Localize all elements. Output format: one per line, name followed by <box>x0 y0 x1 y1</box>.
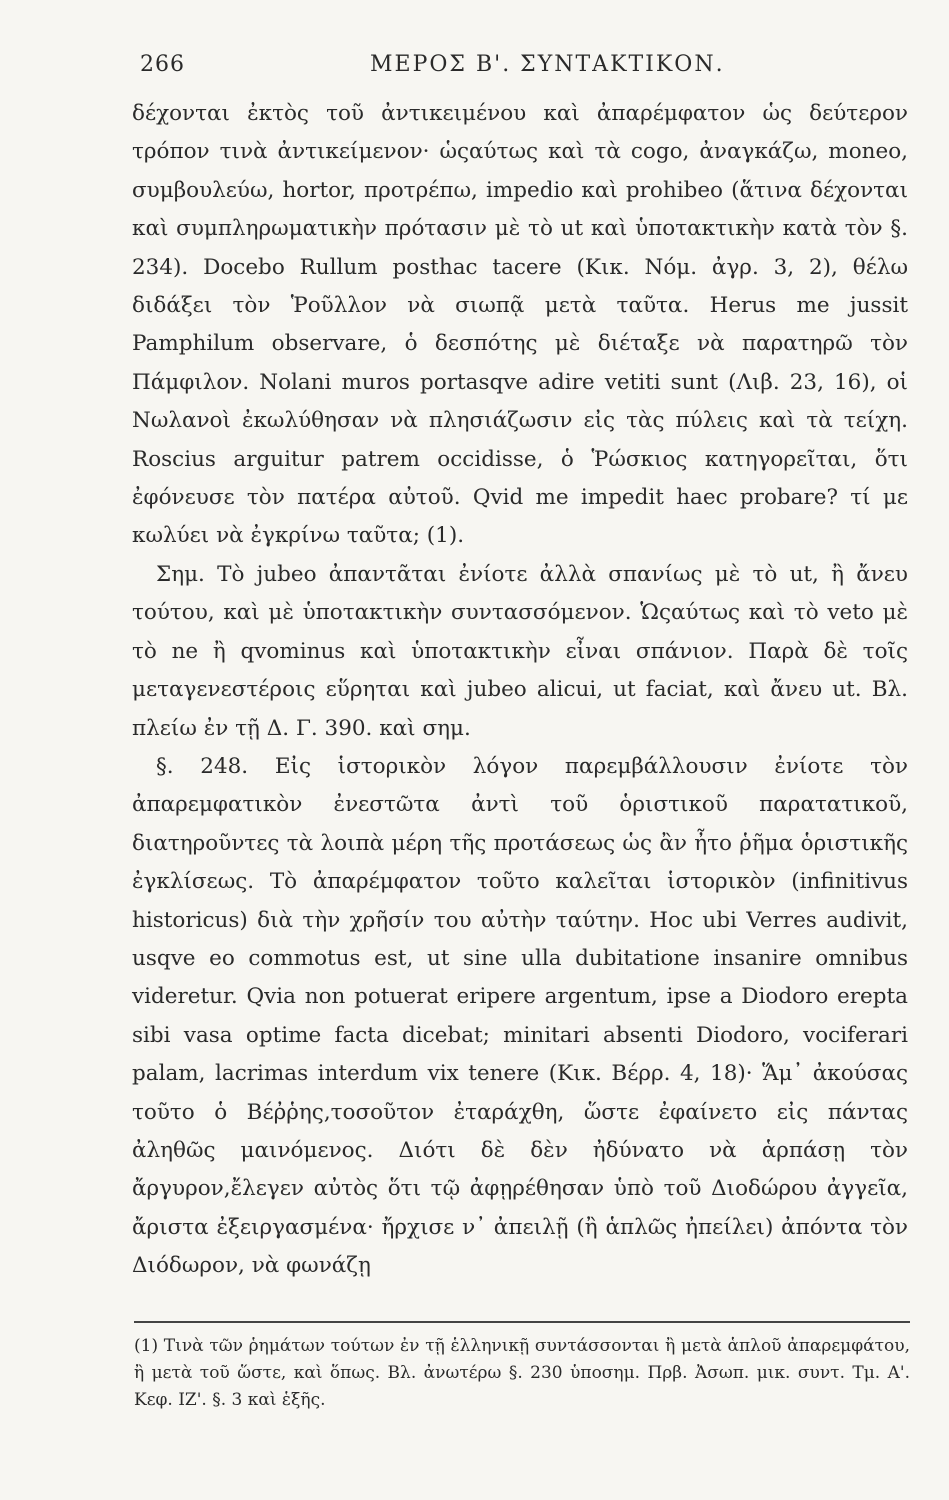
paragraph-section-248: §. 248. Εἰς ἱστορικὸν λόγον παρεμβάλλουσιν ἐνίοτε τὸν ἀπαρεμφατικὸν ἐνεστῶτα ἀντὶ τοῦ ὁριστικοῦ παρατατικοῦ, διατηροῦντες τὰ λοιπὰ μέρη τῆς προτάσεως ὡς ἂν ἦτο ῥῆμα ὁριστικῆς ἐγκλίσεως. Τὸ ἀπαρέμφατον τοῦτο καλεῖται ἱστορικὸν (infinitivus historicus) διὰ τὴν χρῆσίν του αὐτὴν ταύτην. Hoc ubi Verres audivit, usqve eo commotus est, ut sine ulla dubitatione insanire omnibus videretur. Qvia non potuerat eripere argentum, ipse a Diodoro erepta sibi vasa optime facta dicebat; minitari absenti Diodoro, vociferari palam, lacrimas interdum vix tenere (Κικ. Βέρρ. 4, 18)· Ἅμ᾽ ἀκούσας τοῦτο ὁ Βέῤῥης,τοσοῦτον ἐταράχθη, ὥστε ἐφαίνετο εἰς πάντας ἀληθῶς μαινόμενος. Διότι δὲ δὲν ἠδύνατο νὰ ἁρπάσῃ τὸν ἄργυρον,ἔλεγεν αὐτὸς ὅτι τῷ ἀφῃρέθησαν ὑπὸ τοῦ Διοδώρου ἀγγεῖα, ἄριστα ἐξειργασμένα· ἤρχισε ν᾽ ἀπειλῇ (ἢ ἁπλῶς ἠπείλει) ἀπόντα τὸν Διόδωρον, νὰ φωνάζῃ <box>132 753 908 1279</box>
paragraph-continuation: δέχονται ἐκτὸς τοῦ ἀντικειμένου καὶ ἀπαρέμφατον ὡς δεύτερον τρόπον τινὰ ἀντικείμενον· ὡςαύτως καὶ τὰ cogo, ἀναγκάζω, moneo, συμβουλεύω, hortor, προτρέπω, impedio καὶ prohibeo (ἅτινα δέχονται καὶ συμπληρωματικὴν πρότασιν μὲ τὸ ut καὶ ὑποτακτικὴν κατὰ τὸν §. 234). Docebo Rullum posthac tacere (Κικ. Νόμ. ἀγρ. 3, 2), θέλω διδάξει τὸν Ῥοῦλλον νὰ σιωπᾷ μετὰ ταῦτα. Herus me jussit Pamphilum observare, ὁ δεσπότης μὲ διέταξε νὰ παρατηρῶ τὸν Πάμφιλον. Nolani muros portasqve adire vetiti sunt (Λιβ. 23, 16), οἱ Νωλανοὶ ἐκωλύθησαν νὰ πλησιάζωσιν εἰς τὰς πύλεις καὶ τὰ τείχη. Roscius arguitur patrem occidisse, ὁ Ῥώσκιος κατηγορεῖται, ὅτι ἐφόνευσε τὸν πατέρα αὐτοῦ. Qvid me impedit haec probare? τί με κωλύει νὰ ἐγκρίνω ταῦτα; (1). <box>132 101 908 549</box>
body-text <box>132 95 908 1286</box>
page-header <box>140 52 900 92</box>
footnote-rule <box>134 1321 910 1323</box>
page-number: 266 <box>140 52 185 77</box>
paragraph-note: Σημ. Τὸ jubeo ἀπαντᾶται ἐνίοτε ἀλλὰ σπανίως μὲ τὸ ut, ἢ ἄνευ τούτου, καὶ μὲ ὑποτακτικὴν συντασσόμενον. Ὡςαύτως καὶ τὸ veto μὲ τὸ ne ἢ qvominus καὶ ὑποτακτικὴν εἶναι σπάνιον. Παρὰ δὲ τοῖς μεταγενεστέροις εὕρηται καὶ jubeo alicui, ut faciat, καὶ ἄνευ ut. Βλ. πλείω ἐν τῇ Δ. Γ. 390. καὶ σημ. <box>132 561 908 741</box>
footnote: (1) Τινὰ τῶν ῥημάτων τούτων ἐν τῇ ἑλληνικῇ συντάσσονται ἢ μετὰ ἁπλοῦ ἀπαρεμφάτου, ἢ μετὰ τοῦ ὥστε, καὶ ὅπως. Βλ. ἀνωτέρω §. 230 ὑποσημ. Πρβ. Ἀσωπ. μικ. συντ. Τμ. Α'. Κεφ. ΙΖ'. §. 3 καὶ ἑξῆς. <box>134 1336 910 1410</box>
running-title: ΜΕΡΟΣ Β'. ΣΥΝΤΑΚΤΙΚΟΝ. <box>370 52 725 77</box>
